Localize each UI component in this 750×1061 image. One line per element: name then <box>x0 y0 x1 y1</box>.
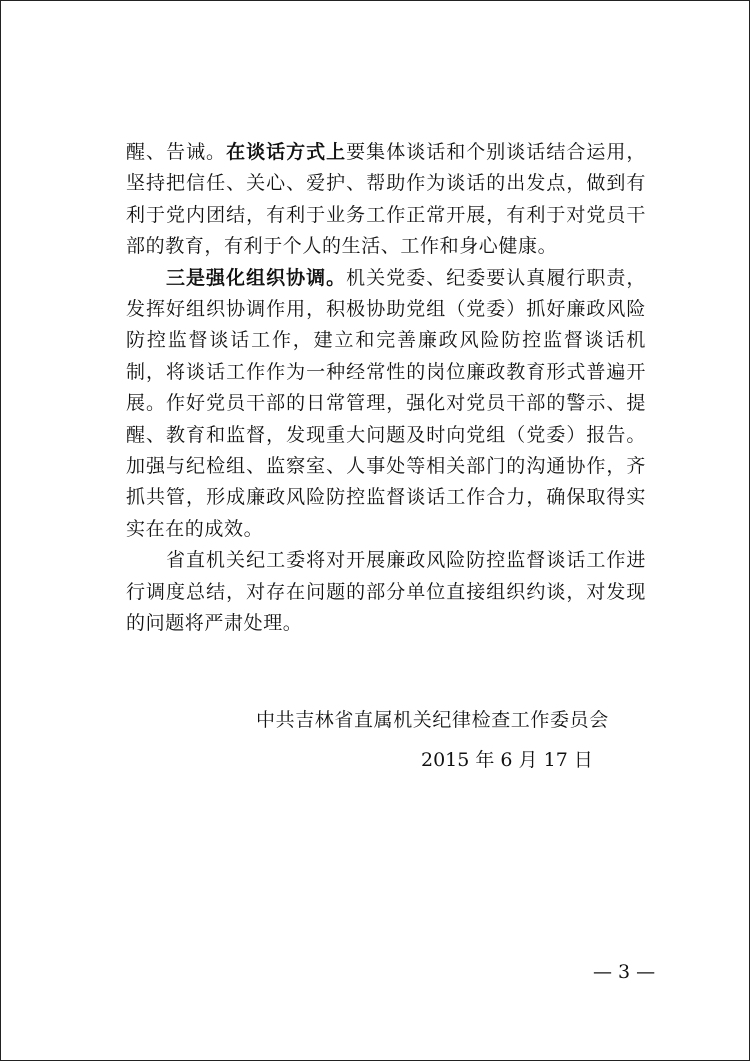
paragraph-body-text: 机关党委、纪委要认真履行职责，发挥好组织协调作用，积极协助党组（党委）抓好廉政风险防控监督谈话工作，建立和完善廉政风险防控监督谈话机制，将谈话工作作为一种经常性的岗位廉政教育形式普遍开展。作好党员干部的日常管理，强化对党员干部的警示、提醒、教育和监督，发现重大问题及时向党组（党委）报告。加强与纪检组、监察室、人事处等相关部门的沟通协作，齐抓共管，形成廉政风险防控监督谈话工作合力，确保取得实实在在的成效。 <box>126 266 646 540</box>
paragraph-body-text: 要集体谈话和个别谈话结合运用，坚持把信任、关心、爱护、帮助作为谈话的出发点，做到有利于党内团结，有利于业务工作正常开展，有利于对党员干部的教育，有利于个人的生活、工作和身心健康。 <box>126 141 646 258</box>
bold-heading-interview-method: 在谈话方式上 <box>226 141 347 163</box>
paragraph-organization-coordination <box>126 263 646 546</box>
paragraph-closing: 省直机关纪工委将对开展廉政风险防控监督谈话工作进行调度总结，对存在问题的部分单位直接组织约谈，对发现的问题将严肃处理。 <box>126 549 646 635</box>
signature-organization: 中共吉林省直属机关纪律检查工作委员会 <box>256 709 609 731</box>
paragraph-interview-method <box>126 137 646 263</box>
paragraph-lead-text: 醒、告诫。 <box>126 141 227 163</box>
bold-heading-organization-coordination: 三是强化组织协调。 <box>166 266 347 289</box>
signature-date: 2015 年 6 月 17 日 <box>421 749 593 771</box>
page-number: — 3 — <box>593 961 656 983</box>
body-text <box>126 137 646 640</box>
